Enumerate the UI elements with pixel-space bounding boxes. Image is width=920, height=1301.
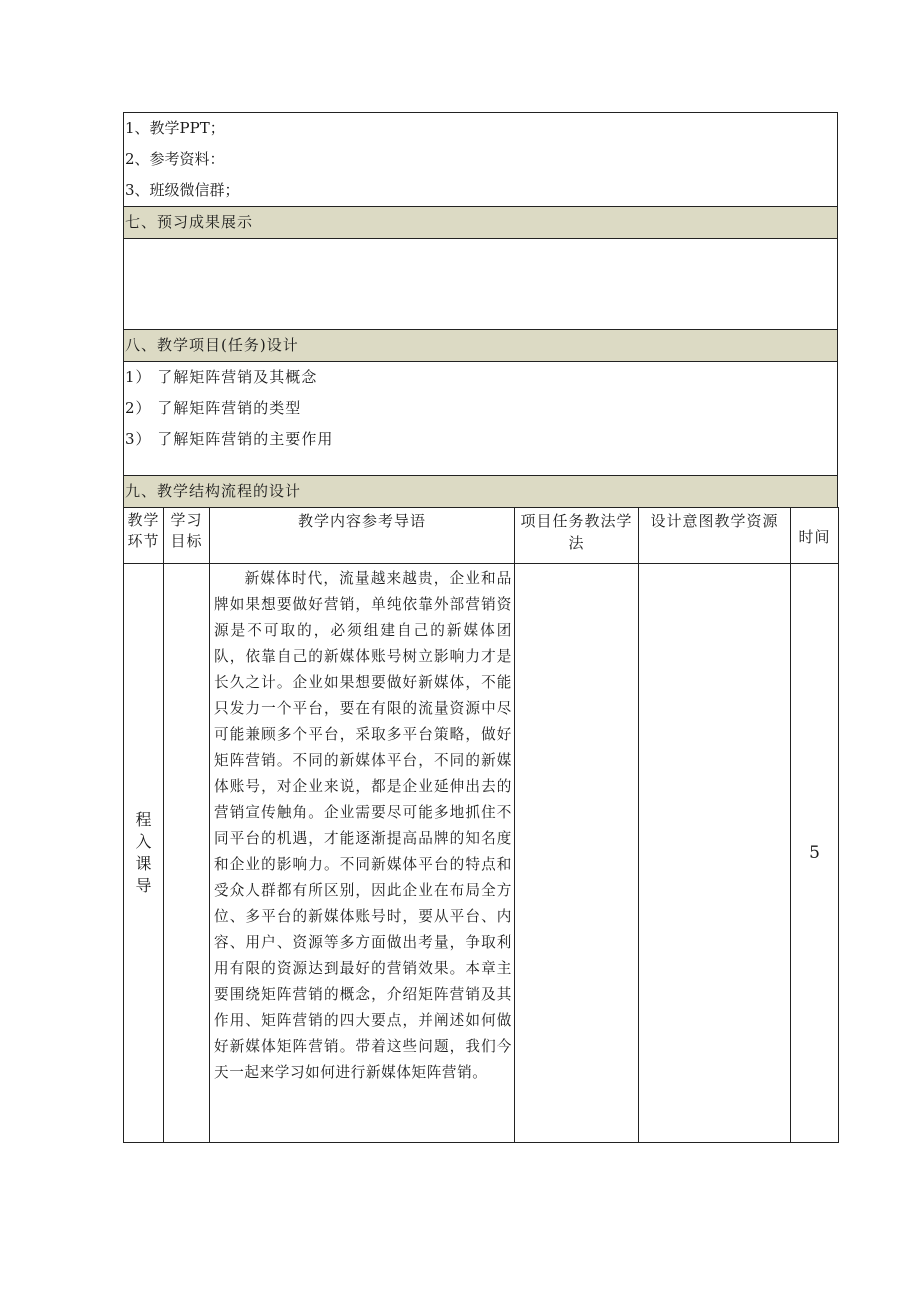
header-goal	[164, 508, 210, 564]
teaching-flow-table	[123, 507, 839, 1143]
intent-cell	[639, 564, 791, 1143]
task-item: 1） 了解矩阵营销及其概念	[125, 368, 318, 386]
header-method-label: 项目任务教法学法	[520, 512, 633, 552]
header-intent	[639, 508, 791, 564]
time-value: 5	[809, 843, 820, 863]
method-cell	[515, 564, 639, 1143]
preview-results-area	[124, 238, 837, 329]
content-cell	[210, 564, 515, 1143]
header-method	[515, 508, 639, 564]
header-time	[791, 508, 839, 564]
header-goal-label: 学习目标	[170, 511, 203, 550]
resource-item: 1、教学PPT；	[125, 119, 225, 137]
table-header-row	[124, 508, 839, 564]
section-9-heading: 九、教学结构流程的设计	[124, 475, 837, 507]
header-stage	[124, 508, 164, 564]
header-time-label: 时间	[798, 527, 831, 546]
resource-item: 2、参考资料：	[125, 150, 225, 168]
stage-cell	[124, 564, 164, 1143]
resources-block	[123, 112, 838, 507]
section-8-heading: 八、教学项目(任务)设计	[124, 329, 837, 361]
goal-cell	[164, 564, 210, 1143]
section-7-heading: 七、预习成果展示	[124, 206, 837, 238]
table-row	[124, 564, 839, 1143]
resource-item: 3、班级微信群；	[125, 181, 240, 199]
content-text: 新媒体时代，流量越来越贵，企业和品牌如果想要做好营销，单纯依靠外部营销资源是不可取的，必须组建自己的新媒体团队，依靠自己的新媒体账号树立影响力才是长久之计。企业如果想要做好新媒体，不能只发力一个平台，要在有限的流量资源中尽可能兼顾多个平台，采取多平台策略，做好矩阵营销。不同的新媒体平台，不同的新媒体账号，对企业来说，都是企业延伸出去的营销宣传触角。企业需要尽可能多地抓住不同平台的机遇，才能逐渐提高品牌的知名度和企业的影响力。不同新媒体平台的特点和受众人群都有所区别，因此企业在布局全方位、多平台的新媒体账号时，要从平台、内容、用户、资源等多方面做出考量，争取利用有限的资源达到最好的营销效果。本章主要围绕矩阵营销的概念，介绍矩阵营销及其作用、矩阵营销的四大要点，并阐述如何做好新媒体矩阵营销。带着这些问题，我们今天一起来学习如何进行新媒体矩阵营销。	[214, 570, 512, 1081]
task-item: 2） 了解矩阵营销的类型	[125, 399, 302, 417]
header-stage-label: 教学环节	[127, 511, 160, 550]
task-list	[124, 361, 837, 475]
header-intent-label: 设计意图教学资源	[650, 512, 779, 530]
header-content-label: 教学内容参考导语	[297, 512, 426, 530]
stage-label: 程入课导	[135, 810, 152, 895]
lesson-plan-sheet	[123, 112, 838, 1143]
header-content	[210, 508, 515, 564]
task-item: 3） 了解矩阵营销的主要作用	[125, 430, 334, 448]
time-cell	[791, 564, 839, 1143]
